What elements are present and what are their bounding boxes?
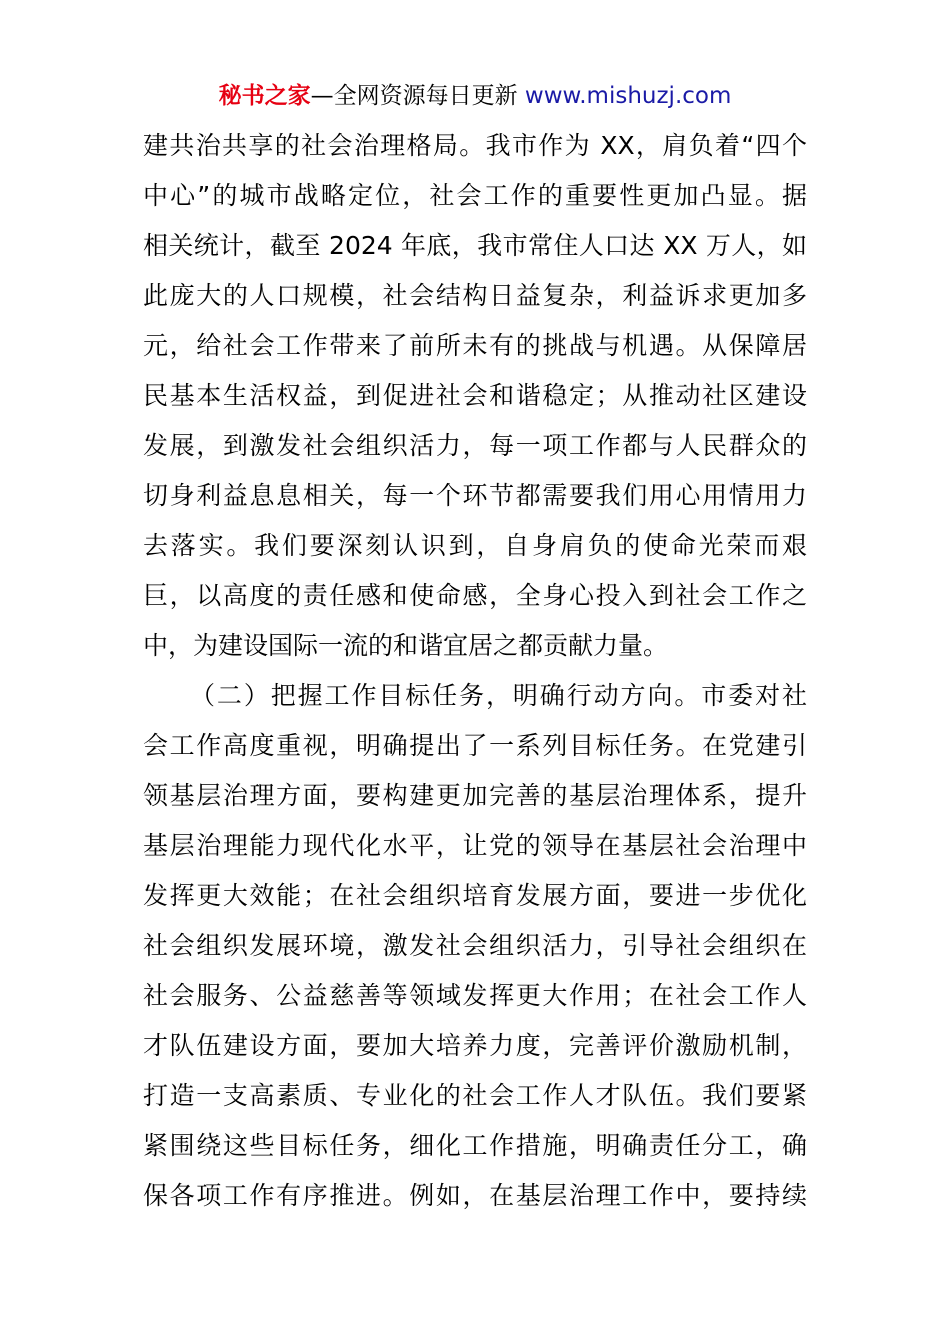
text-line: 会工作高度重视，明确提出了一系列目标任务。在党建引 bbox=[143, 731, 807, 760]
text-line: 切身利益息息相关，每一个环节都需要我们用心用情用力 bbox=[143, 481, 807, 510]
text-line: 发挥更大效能；在社会组织培育发展方面，要进一步优化 bbox=[143, 881, 807, 910]
text-line: 才队伍建设方面，要加大培养力度，完善评价激励机制， bbox=[143, 1031, 807, 1060]
text-line: 保各项工作有序推进。例如，在基层治理工作中，要持续 bbox=[143, 1181, 807, 1210]
site-tagline: —全网资源每日更新 bbox=[310, 83, 518, 109]
text-line: 基层治理能力现代化水平，让党的领导在基层社会治理中 bbox=[143, 831, 807, 860]
text-line: 民基本生活权益，到促进社会和谐稳定；从推动社区建设 bbox=[143, 381, 807, 410]
site-header bbox=[0, 80, 950, 112]
text-line: 领基层治理方面，要构建更加完善的基层治理体系，提升 bbox=[143, 781, 807, 810]
text-line: 去落实。我们要深刻认识到，自身肩负的使命光荣而艰 bbox=[143, 531, 807, 560]
text-line: 建共治共享的社会治理格局。我市作为 XX，肩负着“四个 bbox=[143, 131, 807, 160]
site-url-link[interactable]: www.mishuzj.com bbox=[524, 83, 732, 109]
text-line: 中，为建设国际一流的和谐宜居之都贡献力量。 bbox=[143, 631, 669, 660]
text-line: 打造一支高素质、专业化的社会工作人才队伍。我们要紧 bbox=[143, 1081, 807, 1110]
paragraph-2 bbox=[143, 671, 807, 1221]
text-line: 元，给社会工作带来了前所未有的挑战与机遇。从保障居 bbox=[143, 331, 807, 360]
paragraph-1 bbox=[143, 121, 807, 671]
text-line: 社会服务、公益慈善等领域发挥更大作用；在社会工作人 bbox=[143, 981, 807, 1010]
text-line: 巨，以高度的责任感和使命感，全身心投入到社会工作之 bbox=[143, 581, 807, 610]
text-line: 此庞大的人口规模，社会结构日益复杂，利益诉求更加多 bbox=[143, 281, 807, 310]
text-line: 紧围绕这些目标任务，细化工作措施，明确责任分工，确 bbox=[143, 1131, 807, 1160]
text-line: 社会组织发展环境，激发社会组织活力，引导社会组织在 bbox=[143, 931, 807, 960]
text-line: 发展，到激发社会组织活力，每一项工作都与人民群众的 bbox=[143, 431, 807, 460]
site-brand: 秘书之家 bbox=[218, 83, 311, 109]
section-heading-line: （二）把握工作目标任务，明确行动方向。市委对社 bbox=[190, 681, 807, 710]
text-line: 相关统计，截至 2024 年底，我市常住人口达 XX 万人，如 bbox=[143, 231, 807, 260]
text-line: 中心”的城市战略定位，社会工作的重要性更加凸显。据 bbox=[143, 181, 807, 210]
document-body bbox=[143, 121, 807, 1221]
